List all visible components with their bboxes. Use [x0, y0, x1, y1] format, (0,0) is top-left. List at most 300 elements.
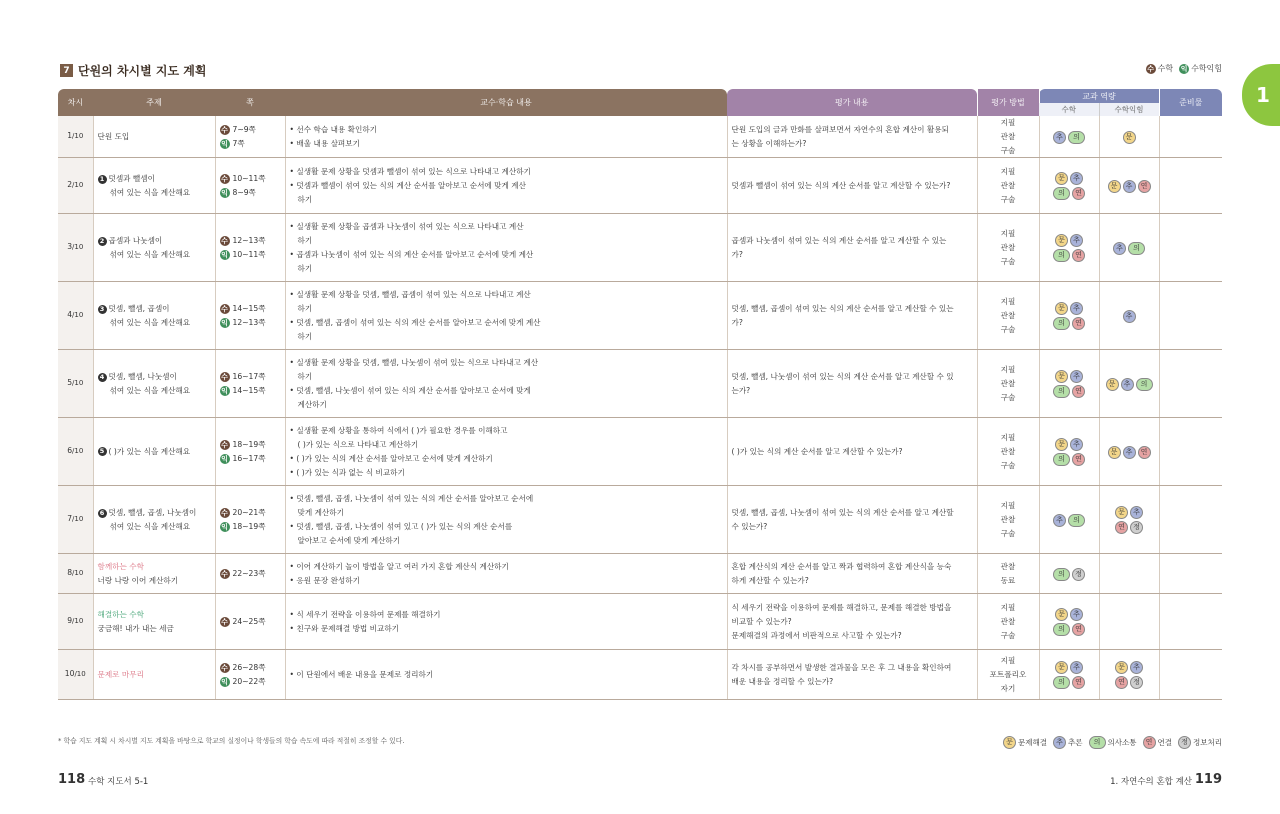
topic-line	[98, 506, 211, 520]
col-comp-practice: 수학익힘	[1099, 103, 1159, 116]
practice-pages-text: 16~17쪽	[232, 453, 266, 463]
col-pages: 쪽	[215, 89, 285, 116]
content-text: 실생활 문제 상황을 덧셈과 뺄셈이 섞여 있는 식으로 나타내고 계산하기	[296, 167, 531, 177]
math-book-icon: 수	[221, 440, 228, 449]
method-cell	[977, 650, 1039, 700]
problem-solving-icon: 문	[1055, 302, 1068, 315]
topic-line	[98, 234, 211, 248]
table-row	[58, 650, 1222, 700]
method-item: 구술	[1000, 630, 1016, 640]
practice-pages	[220, 520, 281, 534]
session-cell	[58, 158, 93, 214]
method-cell	[977, 486, 1039, 554]
topic-text: 덧셈, 뺄셈, 나눗셈이	[108, 372, 177, 382]
session-number: 6	[67, 446, 73, 456]
eval-cell	[727, 554, 977, 594]
competency-practice-cell	[1099, 418, 1159, 486]
connection-icon: 연	[1072, 249, 1085, 262]
reasoning-icon: 추	[1130, 661, 1143, 674]
communication-icon: 의	[1089, 736, 1106, 749]
reasoning-icon: 추	[1070, 608, 1083, 621]
materials-cell	[1159, 650, 1222, 700]
competency-math-cell	[1039, 158, 1099, 214]
topic-text: 곱셈과 나눗셈이	[108, 236, 163, 246]
competency-icons	[1051, 438, 1087, 466]
math-book-icon: 수	[221, 304, 228, 313]
content-text: 덧셈과 뺄셈이 섞여 있는 식의 계산 순서를 알아보고 순서에 맞게 계산	[296, 180, 526, 190]
problem-solving-icon: 문	[1055, 438, 1068, 451]
practice-book-icon: 익	[221, 386, 228, 395]
competency-icons	[1051, 234, 1087, 262]
content-text-cont: 하기	[297, 194, 313, 204]
math-pages	[220, 615, 281, 629]
connection-icon: 연	[1115, 676, 1128, 689]
practice-pages	[220, 248, 281, 262]
math-pages	[220, 234, 281, 248]
eval-line: 혼합 계산식의 계산 순서를 알고 짝과 협력하여 혼합 계산식을 능숙	[731, 562, 952, 572]
competency-practice-cell	[1099, 554, 1159, 594]
topic-text: 섞여 있는 식을 계산해요	[109, 317, 191, 327]
session-total: /10	[72, 447, 84, 456]
practice-pages-text: 12~13쪽	[232, 317, 266, 327]
content-text: 실생활 문제 상황을 통하여 식에서 ( )가 필요한 경우를 이해하고	[296, 426, 508, 436]
method-cell	[977, 214, 1039, 282]
pages-cell	[215, 214, 285, 282]
topic-cell	[93, 594, 215, 650]
math-book-icon: 수	[221, 236, 228, 245]
topic-text: 섞여 있는 식을 계산해요	[109, 521, 191, 531]
math-pages	[220, 661, 281, 675]
content-item	[290, 137, 723, 151]
communication-icon: 의	[1053, 676, 1070, 689]
practice-book-icon: 익	[221, 250, 228, 259]
method-cell	[977, 158, 1039, 214]
topic-text: 섞여 있는 식을 계산해요	[109, 385, 191, 395]
competency-icons	[1051, 514, 1087, 527]
reasoning-icon: 추	[1070, 172, 1083, 185]
competency-math-cell	[1039, 214, 1099, 282]
communication-icon: 의	[1053, 249, 1070, 262]
method-cell	[977, 282, 1039, 350]
method-item: 지필	[1000, 118, 1016, 127]
topic-line	[98, 248, 211, 262]
content-cell	[285, 350, 727, 418]
table-row	[58, 282, 1222, 350]
competency-icons	[1051, 608, 1087, 636]
materials-cell	[1159, 116, 1222, 158]
method-item: 관찰	[1000, 514, 1016, 524]
col-content: 교수·학습 내용	[285, 89, 727, 116]
eval-cell	[727, 214, 977, 282]
method-item: 관찰	[1000, 242, 1016, 252]
method-item: 자기	[1000, 683, 1016, 693]
competency-icons	[1111, 310, 1147, 323]
eval-line: 덧셈, 뺄셈, 나눗셈이 섞여 있는 식의 계산 순서를 알고 계산할 수 있	[731, 372, 954, 382]
content-cell	[285, 554, 727, 594]
session-number: 9	[67, 616, 73, 626]
topic-text: 너랑 나랑 이어 계산하기	[97, 575, 179, 585]
content-item	[290, 220, 723, 248]
content-text: 덧셈, 뺄셈, 나눗셈이 섞여 있는 식의 계산 순서를 알아보고 순서에 맞게	[296, 385, 531, 395]
method-item: 관찰	[1000, 131, 1016, 141]
lesson-number-badge: 6	[98, 509, 107, 518]
method-item: 지필	[1000, 365, 1016, 375]
competency-practice-cell	[1099, 350, 1159, 418]
competency-practice-cell	[1099, 650, 1159, 700]
problem-solving-icon: 문	[1108, 180, 1121, 193]
math-book-icon: 수	[221, 125, 228, 134]
session-cell	[58, 418, 93, 486]
eval-line: 덧셈, 뺄셈, 곱셈이 섞여 있는 식의 계산 순서를 알고 계산할 수 있는	[731, 304, 954, 314]
pages-cell	[215, 486, 285, 554]
eval-line: 가?	[731, 249, 743, 259]
chapter-tab: 1	[1242, 64, 1280, 126]
session-cell	[58, 650, 93, 700]
method-item: 관찰	[1000, 562, 1016, 572]
topic-line	[98, 622, 211, 636]
eval-cell	[727, 116, 977, 158]
content-cell	[285, 214, 727, 282]
topic-line	[98, 520, 211, 534]
eval-line: 는 상황을 이해하는가?	[731, 138, 807, 148]
pages-cell	[215, 350, 285, 418]
legend-info: 정보처리	[1193, 738, 1222, 747]
practice-pages-text: 10~11쪽	[232, 249, 266, 259]
math-pages-text: 18~19쪽	[232, 440, 266, 450]
eval-line: 는가?	[731, 385, 751, 395]
content-text-cont: 계산하기	[297, 399, 327, 409]
content-cell	[285, 158, 727, 214]
communication-icon: 의	[1068, 514, 1085, 527]
practice-book-icon: 익	[221, 522, 228, 531]
session-total: /10	[72, 132, 84, 141]
content-text: 덧셈, 뺄셈, 곱셈, 나눗셈이 섞여 있고 ( )가 있는 식의 계산 순서를	[296, 521, 513, 531]
eval-line: 가?	[731, 317, 743, 327]
content-cell	[285, 486, 727, 554]
col-topic: 주제	[93, 89, 215, 116]
competency-math-cell	[1039, 282, 1099, 350]
left-page-number: 118	[58, 772, 86, 787]
communication-icon: 의	[1053, 317, 1070, 330]
topic-line	[98, 172, 211, 186]
content-text: 곱셈과 나눗셈이 섞여 있는 식의 계산 순서를 알아보고 순서에 맞게 계산	[296, 249, 534, 259]
reasoning-icon: 추	[1113, 242, 1126, 255]
method-item: 관찰	[1000, 616, 1016, 626]
topic-line	[98, 608, 211, 622]
practice-pages	[220, 384, 281, 398]
session-cell	[58, 282, 93, 350]
reasoning-icon: 추	[1123, 310, 1136, 323]
math-pages-text: 7~9쪽	[232, 124, 256, 134]
content-text: 이어 계산하기 놀이 방법을 알고 여러 가지 혼합 계산식 계산하기	[296, 562, 509, 572]
eval-cell	[727, 282, 977, 350]
competency-practice-cell	[1099, 486, 1159, 554]
communication-icon: 의	[1053, 623, 1070, 636]
math-pages	[220, 438, 281, 452]
reasoning-icon: 추	[1053, 736, 1066, 749]
math-book-icon: 수	[221, 174, 228, 183]
math-book-icon: 수	[221, 372, 228, 381]
method-item: 지필	[1000, 229, 1016, 239]
pages-cell	[215, 282, 285, 350]
competency-icons	[1111, 506, 1147, 534]
session-cell	[58, 116, 93, 158]
table-row	[58, 350, 1222, 418]
competency-practice-cell	[1099, 282, 1159, 350]
practice-pages-text: 8~9쪽	[232, 187, 256, 197]
topic-cell	[93, 554, 215, 594]
col-eval: 평가 내용	[727, 89, 977, 116]
content-cell	[285, 282, 727, 350]
competency-math-cell	[1039, 594, 1099, 650]
lesson-number-badge: 5	[98, 447, 107, 456]
eval-cell	[727, 418, 977, 486]
pages-cell	[215, 418, 285, 486]
session-number: 3	[67, 242, 73, 252]
topic-text: 해결하는 수학	[97, 610, 144, 620]
materials-cell	[1159, 486, 1222, 554]
topic-line	[98, 668, 211, 682]
legend-problem: 문제해결	[1018, 738, 1048, 747]
connection-icon: 연	[1138, 446, 1151, 459]
session-total: /10	[72, 181, 84, 190]
method-item: 구술	[1000, 392, 1016, 402]
method-item: 구술	[1000, 460, 1016, 470]
practice-pages	[220, 675, 281, 689]
competency-icons	[1111, 242, 1147, 255]
pages-cell	[215, 650, 285, 700]
math-book-icon: 수	[221, 569, 228, 578]
method-item: 지필	[1000, 433, 1016, 443]
topic-cell	[93, 214, 215, 282]
content-text-cont: 하기	[297, 236, 313, 246]
session-number: 5	[67, 378, 73, 388]
problem-solving-icon: 문	[1055, 172, 1068, 185]
practice-pages	[220, 186, 281, 200]
book-legend-practice: 수학익힘	[1191, 64, 1222, 73]
topic-cell	[93, 418, 215, 486]
content-text: 응원 문장 완성하기	[296, 575, 360, 585]
content-text-cont: 맞게 계산하기	[297, 508, 344, 518]
eval-line: 식 세우기 전략을 이용하여 문제를 해결하고, 문제를 해결한 방법을	[731, 603, 952, 613]
connection-icon: 연	[1072, 676, 1085, 689]
practice-book-icon: 익	[1180, 64, 1188, 73]
content-text: 실생활 문제 상황을 덧셈, 뺄셈, 곱셈이 섞여 있는 식으로 나타내고 계산	[296, 290, 531, 300]
math-pages	[220, 123, 281, 137]
reasoning-icon: 추	[1123, 446, 1136, 459]
practice-book-icon: 익	[221, 318, 228, 327]
table-row	[58, 486, 1222, 554]
eval-line: 수 있는가?	[731, 521, 768, 531]
competency-icons	[1051, 131, 1087, 144]
eval-cell	[727, 486, 977, 554]
section-title	[60, 62, 206, 79]
reasoning-icon: 추	[1121, 378, 1134, 391]
content-text: 선수 학습 내용 확인하기	[296, 124, 378, 134]
competency-icons	[1051, 661, 1087, 689]
topic-cell	[93, 116, 215, 158]
pages-cell	[215, 554, 285, 594]
method-item: 지필	[1000, 501, 1016, 511]
communication-icon: 의	[1128, 242, 1145, 255]
eval-line: 단원 도입의 글과 만화를 살펴보면서 자연수의 혼합 계산이 활용되	[731, 124, 949, 134]
communication-icon: 의	[1053, 385, 1070, 398]
legend-comm: 의사소통	[1107, 738, 1137, 747]
table-row	[58, 158, 1222, 214]
section-title-text: 단원의 차시별 지도 계획	[78, 64, 207, 78]
materials-cell	[1159, 282, 1222, 350]
competency-math-cell	[1039, 116, 1099, 158]
session-total: /10	[72, 243, 84, 252]
session-cell	[58, 350, 93, 418]
section-number: 7	[60, 64, 73, 77]
problem-solving-icon: 문	[1106, 378, 1119, 391]
session-number: 4	[67, 310, 73, 320]
topic-line	[98, 186, 211, 200]
topic-line	[98, 384, 211, 398]
competency-icons	[1051, 302, 1087, 330]
method-cell	[977, 594, 1039, 650]
session-number: 8	[67, 568, 73, 578]
content-item	[290, 384, 723, 412]
method-item: 지필	[1000, 297, 1016, 307]
materials-cell	[1159, 214, 1222, 282]
competency-icons	[1111, 661, 1147, 689]
session-number: 7	[67, 514, 73, 524]
method-item: 관찰	[1000, 378, 1016, 388]
eval-cell	[727, 350, 977, 418]
content-text: 실생활 문제 상황을 곱셈과 나눗셈이 섞여 있는 식으로 나타내고 계산	[296, 222, 524, 232]
connection-icon: 연	[1072, 385, 1085, 398]
content-text: 친구와 문제해결 방법 비교하기	[296, 623, 400, 633]
col-comp-math: 수학	[1039, 103, 1099, 116]
competency-icons	[1104, 446, 1154, 459]
content-text: 덧셈, 뺄셈, 곱셈, 나눗셈이 섞여 있는 식의 계산 순서를 알아보고 순서에	[296, 494, 534, 504]
competency-icons	[1051, 172, 1087, 200]
connection-icon: 연	[1072, 317, 1085, 330]
content-text-cont: ( )가 있는 식으로 나타내고 계산하기	[297, 440, 419, 450]
session-cell	[58, 554, 93, 594]
connection-icon: 연	[1143, 736, 1156, 749]
right-page-title: 1. 자연수의 혼합 계산	[1110, 777, 1192, 787]
practice-pages	[220, 316, 281, 330]
competency-math-cell	[1039, 554, 1099, 594]
materials-cell	[1159, 418, 1222, 486]
competency-icons	[1111, 131, 1147, 144]
problem-solving-icon: 문	[1055, 608, 1068, 621]
method-item: 구술	[1000, 324, 1016, 334]
info-processing-icon: 정	[1072, 568, 1085, 581]
competency-practice-cell	[1099, 158, 1159, 214]
method-item: 지필	[1000, 656, 1016, 666]
topic-line	[98, 445, 211, 459]
math-pages-text: 22~23쪽	[232, 568, 266, 578]
math-pages-text: 24~25쪽	[232, 616, 266, 626]
topic-text: 덧셈, 뺄셈, 곱셈, 나눗셈이	[108, 508, 197, 518]
pages-cell	[215, 158, 285, 214]
reasoning-icon: 추	[1123, 180, 1136, 193]
materials-cell	[1159, 350, 1222, 418]
content-item	[290, 668, 723, 682]
content-cell	[285, 116, 727, 158]
content-item	[290, 123, 723, 137]
content-text: 배울 내용 살펴보기	[296, 138, 360, 148]
method-item: 포트폴리오	[989, 669, 1027, 679]
content-item	[290, 492, 723, 520]
session-total: /10	[74, 670, 86, 679]
content-text-cont: 알아보고 순서에 맞게 계산하기	[297, 535, 401, 545]
topic-text: 궁금해! 내가 내는 세금	[97, 623, 174, 633]
problem-solving-icon: 문	[1003, 736, 1016, 749]
practice-book-icon: 익	[221, 139, 228, 148]
content-text: 덧셈, 뺄셈, 곱셈이 섞여 있는 식의 계산 순서를 알아보고 순서에 맞게 계산	[296, 317, 541, 327]
practice-pages	[220, 137, 281, 151]
session-number: 10	[64, 669, 75, 679]
practice-book-icon: 익	[221, 188, 228, 197]
right-page-number: 119	[1194, 772, 1222, 787]
content-item	[290, 248, 723, 276]
practice-pages	[220, 452, 281, 466]
eval-line: ( )가 있는 식의 계산 순서를 알고 계산할 수 있는가?	[731, 446, 903, 456]
connection-icon: 연	[1072, 453, 1085, 466]
communication-icon: 의	[1136, 378, 1153, 391]
problem-solving-icon: 문	[1115, 661, 1128, 674]
session-total: /10	[72, 617, 84, 626]
table-row	[58, 116, 1222, 158]
content-item	[290, 560, 723, 574]
practice-pages-text: 20~22쪽	[232, 676, 266, 686]
session-total: /10	[72, 311, 84, 320]
content-item	[290, 608, 723, 622]
footnote: * 학습 지도 계획 시 차시별 지도 계획을 바탕으로 학교의 실정이나 학생들의 학습 속도에 따라 적절히 조정할 수 있다.	[58, 737, 405, 745]
competency-math-cell	[1039, 650, 1099, 700]
session-cell	[58, 594, 93, 650]
math-book-icon: 수	[221, 617, 228, 626]
competency-math-cell	[1039, 350, 1099, 418]
problem-solving-icon: 문	[1055, 661, 1068, 674]
content-item	[290, 466, 723, 480]
content-item	[290, 452, 723, 466]
method-item: 지필	[1000, 603, 1016, 613]
problem-solving-icon: 문	[1055, 234, 1068, 247]
topic-text: 단원 도입	[97, 131, 130, 141]
connection-icon: 연	[1115, 521, 1128, 534]
lesson-number-badge: 2	[98, 237, 107, 246]
content-item	[290, 288, 723, 316]
session-total: /10	[72, 379, 84, 388]
problem-solving-icon: 문	[1115, 506, 1128, 519]
competency-legend	[1003, 736, 1222, 749]
math-pages-text: 16~17쪽	[232, 372, 266, 382]
math-pages-text: 20~21쪽	[232, 508, 266, 518]
pages-cell	[215, 594, 285, 650]
topic-line	[98, 574, 211, 588]
eval-line: 덧셈과 뺄셈이 섞여 있는 식의 계산 순서를 알고 계산할 수 있는가?	[731, 180, 951, 190]
topic-text: 덧셈, 뺄셈, 곱셈이	[108, 304, 170, 314]
practice-pages-text: 7쪽	[232, 138, 245, 148]
topic-text: 섞여 있는 식을 계산해요	[109, 249, 191, 259]
method-item: 구술	[1000, 194, 1016, 204]
reasoning-icon: 추	[1070, 661, 1083, 674]
topic-line	[98, 560, 211, 574]
math-pages	[220, 172, 281, 186]
practice-pages-text: 14~15쪽	[232, 385, 266, 395]
info-processing-icon: 정	[1130, 676, 1143, 689]
topic-text: 섞여 있는 식을 계산해요	[109, 187, 191, 197]
reasoning-icon: 추	[1053, 131, 1066, 144]
competency-icons	[1104, 180, 1154, 193]
math-pages-text: 12~13쪽	[232, 236, 266, 246]
